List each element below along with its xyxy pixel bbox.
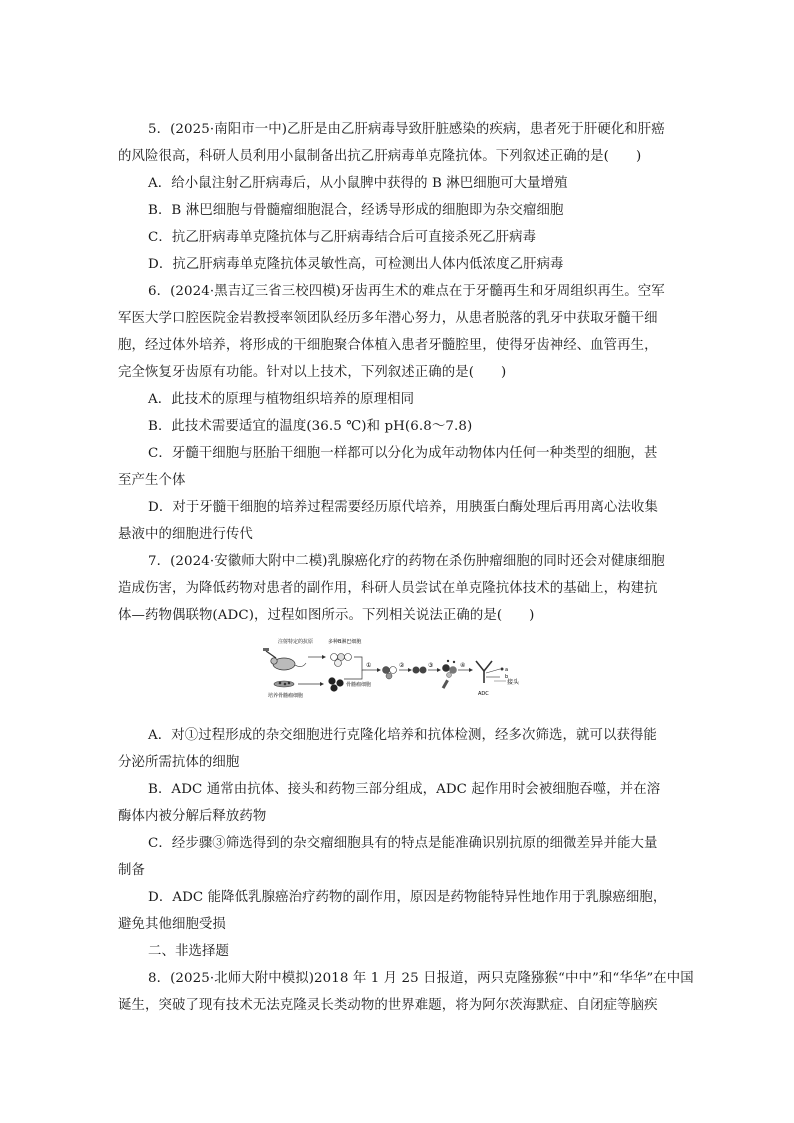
section-heading: 二、非选择题 <box>148 944 229 959</box>
fig-step-2: ② <box>399 662 405 669</box>
q8-line-2: 诞生，突破了现有技术无法克隆灵长类动物的世界难题，将为阿尔茨海默症、自闭症等脑疾 <box>118 998 658 1013</box>
drug-vial-icon <box>442 680 449 689</box>
q5-option-d: D．抗乙肝病毒单克隆抗体灵敏性高，可检测出人体内低浓度乙肝病毒 <box>148 257 564 272</box>
q5-option-b: B．B 淋巴细胞与骨髓瘤细胞混合，经诱导形成的细胞即为杂交瘤细胞 <box>148 203 564 218</box>
q7-line-3: 体—药物偶联物(ADC)，过程如图所示。下列相关说法正确的是( ) <box>118 608 535 623</box>
culture-dish-icon <box>274 681 294 687</box>
q7-option-a-line-2: 分泌所需抗体的细胞 <box>118 755 240 770</box>
fig-label-bcells: 多种B淋巴细胞 <box>328 639 362 645</box>
fig-label-linker: 接头 <box>507 679 520 686</box>
q6-line-4: 完全恢复牙齿原有功能。针对以上技术，下列叙述正确的是( ) <box>118 365 507 380</box>
fig-step-1: ① <box>366 662 372 669</box>
q6-option-c-line-2: 至产生个体 <box>118 473 186 488</box>
q6-line-1: 6．(2024·黑吉辽三省三校四模)牙齿再生术的难点在于牙髓再生和牙周组织再生。空军 <box>148 284 665 299</box>
q6-option-c-line-1: C．牙髓干细胞与胚胎干细胞一样都可以分化为成年动物体内任何一种类型的细胞，甚 <box>148 446 658 461</box>
q5-option-a: A．给小鼠注射乙肝病毒后，从小鼠脾中获得的 B 淋巴细胞可大量增殖 <box>148 176 568 191</box>
q7-option-b-line-2: 酶体内被分解后释放药物 <box>118 809 267 824</box>
q8-line-1: 8．(2025·北师大附中模拟)2018 年 1 月 25 日报道，两只克隆猕猴“中中”和“华华”在中国 <box>148 971 694 986</box>
q6-option-d-line-2: 悬液中的细胞进行传代 <box>118 527 253 542</box>
b-cells-icon <box>331 654 352 667</box>
fig-step-4: ④ <box>460 662 466 669</box>
adc-process-figure <box>262 637 532 707</box>
q7-option-b-line-1: B．ADC 通常由抗体、接头和药物三部分组成，ADC 起作用时会被细胞吞噬，并在溶 <box>148 782 661 797</box>
mouse-icon <box>263 648 306 670</box>
q7-line-2: 造成伤害，为降低药物对患者的副作用，科研人员尝试在单克隆抗体技术的基础上，构建抗 <box>118 581 658 596</box>
fig-label-myeloma: 骨髓瘤细胞 <box>346 682 372 688</box>
fig-label-adc: ADC <box>478 691 489 697</box>
q7-option-a-line-1: A．对①过程形成的杂交细胞进行克隆化培养和抗体检测，经多次筛选，就可以获得能 <box>148 728 657 743</box>
q7-option-c-line-2: 制备 <box>118 863 145 878</box>
antibody-cells-icon <box>442 660 457 678</box>
q5-option-c: C．抗乙肝病毒单克隆抗体与乙肝病毒结合后可直接杀死乙肝病毒 <box>148 230 537 245</box>
q7-option-d-line-2: 避免其他细胞受损 <box>118 917 226 932</box>
q7-option-c-line-1: C．经步骤③筛选得到的杂交瘤细胞具有的特点是能准确识别抗原的细微差异并能大量 <box>148 836 658 851</box>
adc-antibody-icon <box>476 661 504 683</box>
q6-line-3: 胞，经过体外培养，将形成的干细胞聚合体植入患者牙髓腔里，使得牙齿神经、血管再生， <box>118 338 658 353</box>
fig-label-a: a <box>505 667 509 673</box>
q7-line-1: 7．(2024·安徽师大附中二模)乳腺癌化疗的药物在杀伤肿瘤细胞的同时还会对健康细胞 <box>148 554 665 569</box>
myeloma-cells-icon <box>328 677 343 691</box>
hybridoma-cells-icon <box>413 667 427 674</box>
fig-label-inject: 注射特定的抗原 <box>278 639 314 645</box>
fused-cells-icon <box>383 667 397 680</box>
q6-line-2: 军医大学口腔医院金岩教授率领团队经历多年潜心努力，从患者脱落的乳牙中获取牙髓干细 <box>118 311 658 326</box>
q6-option-d-line-1: D．对于牙髓干细胞的培养过程需要经历原代培养，用胰蛋白酶处理后再用离心法收集 <box>148 500 658 515</box>
q6-option-a: A．此技术的原理与植物组织培养的原理相同 <box>148 392 415 407</box>
fig-label-b: b <box>505 674 509 680</box>
q5-line-2: 的风险很高，科研人员利用小鼠制备出抗乙肝病毒单克隆抗体。下列叙述正确的是( ) <box>118 149 642 164</box>
q5-line-1: 5．(2025·南阳市一中)乙肝是由乙肝病毒导致肝脏感染的疾病，患者死于肝硬化和肝癌 <box>148 122 665 137</box>
q7-option-d-line-1: D．ADC 能降低乳腺癌治疗药物的副作用，原因是药物能特异性地作用于乳腺癌细胞， <box>148 890 667 905</box>
fig-label-culture: 培养骨髓瘤细胞 <box>268 693 304 699</box>
fig-step-3: ③ <box>428 662 434 669</box>
q6-option-b: B．此技术需要适宜的温度(36.5 ℃)和 pH(6.8～7.8) <box>148 419 473 434</box>
